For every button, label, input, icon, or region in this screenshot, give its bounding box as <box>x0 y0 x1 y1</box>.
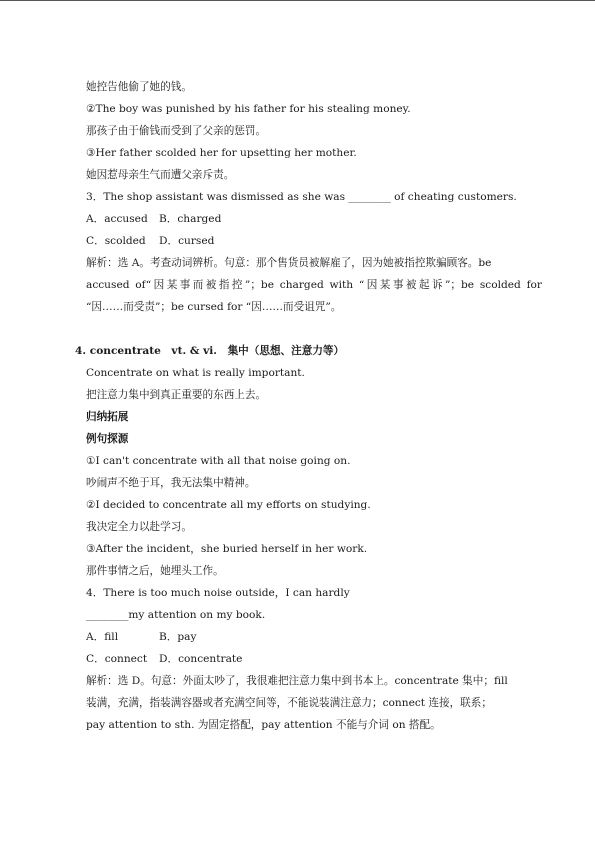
option-d: D．cursed <box>159 235 215 247</box>
translation-line: 她因惹母亲生气而遭父亲斥责。 <box>86 169 235 181</box>
translation-line: 那件事情之后，她埋头工作。 <box>86 565 224 577</box>
explanation-line: 解析：选 A。考查动词辨析。句意：那个售货员被解雇了，因为她被指控欺骗顾客。be <box>86 257 492 269</box>
explanation-line: pay attention to sth. 为固定搭配，pay attention 不能与介词 on 搭配。 <box>86 719 441 731</box>
section-label: 例句探源 <box>86 433 129 445</box>
example-sentence: ③Her father scolded her for upsetting her mother. <box>86 147 357 159</box>
translation-line: 那孩子由于偷钱而受到了父亲的惩罚。 <box>86 125 267 137</box>
option-a: A．fill <box>86 631 119 643</box>
exercise-question: 3．The shop assistant was dismissed as she was ________ of cheating customers. <box>86 191 517 203</box>
option-b: B．charged <box>159 213 222 225</box>
option-c: C．connect <box>86 653 148 665</box>
explanation-line: “因……而受责”；be cursed for “因……而受诅咒”。 <box>86 301 342 313</box>
section-label: 归纳拓展 <box>86 411 129 423</box>
example-sentence: ②I decided to concentrate all my efforts on studying. <box>86 499 371 511</box>
translation-line: 吵闹声不绝于耳，我无法集中精神。 <box>86 477 256 489</box>
option-d: D．concentrate <box>159 653 243 665</box>
vocab-heading: 4. concentrate vt. & vi. 集中（思想、注意力等） <box>75 345 345 357</box>
explanation-line: accused of“因某事而被指控”；be charged with “因某事被起诉”；be scolded for <box>86 279 542 291</box>
explanation-line: 装满，充满，指装满容器或者充满空间等，不能说装满注意力；connect 连接，联系； <box>86 697 492 709</box>
option-a: A．accused <box>86 213 148 225</box>
option-c: C．scolded <box>86 235 146 247</box>
explanation-line: 解析：选 D。句意：外面太吵了，我很难把注意力集中到书本上。concentrate 集中；fill <box>86 675 508 687</box>
translation-line: 我决定全力以赴学习。 <box>86 521 192 533</box>
exercise-question: ________my attention on my book. <box>86 609 266 621</box>
answer-options-row <box>86 629 546 645</box>
option-b: B．pay <box>159 631 197 643</box>
answer-options-row <box>86 211 546 227</box>
example-sentence: Concentrate on what is really important. <box>86 367 305 379</box>
exercise-question: 4．There is too much noise outside，I can hardly <box>86 587 350 599</box>
translation-line: 把注意力集中到真正重要的东西上去。 <box>86 389 267 401</box>
translation-line: 她控告他偷了她的钱。 <box>86 81 192 93</box>
example-sentence: ③After the incident，she buried herself in her work. <box>86 543 368 555</box>
answer-options-row <box>86 233 546 249</box>
example-sentence: ②The boy was punished by his father for his stealing money. <box>86 103 411 115</box>
example-sentence: ①I can't concentrate with all that noise going on. <box>86 455 351 467</box>
answer-options-row <box>86 651 546 667</box>
